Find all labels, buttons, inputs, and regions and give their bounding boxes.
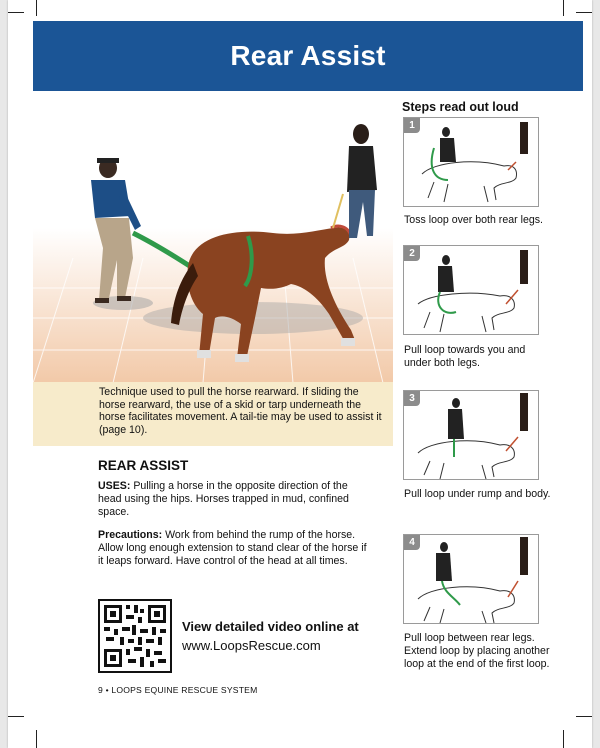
step-caption: Pull loop between rear legs. Extend loop by placing another loop at the end of the first loop. [404,632,550,671]
crop-mark [563,730,564,748]
crop-mark [576,12,592,13]
title-banner [33,21,583,91]
step-caption: Pull loop towards you and under both legs. [404,344,526,370]
page-footer: 9 • LOOPS EQUINE RESCUE SYSTEM [98,685,258,695]
crop-mark [8,12,24,13]
precautions-paragraph [98,529,373,568]
precautions-label: Precautions: [98,529,163,541]
crop-mark [576,716,592,717]
uses-paragraph [98,480,373,519]
qr-code[interactable] [98,599,172,673]
uses-label: USES: [98,480,131,492]
step-number: 3 [404,391,420,406]
step-number: 2 [404,246,420,261]
page [8,0,592,748]
caption-box [33,382,393,446]
step-caption: Pull loop under rump and body. [404,488,551,500]
step-illustration [403,245,539,335]
step-number: 1 [404,118,420,133]
technique-caption: Technique used to pull the horse rearward. If sliding the horse rearward, the use of a skid or tarp underneath the horse facilitates movement. A tail-tie may be used to assist it (page 10). [99,386,382,436]
crop-mark [563,0,564,16]
section-heading: REAR ASSIST [98,458,189,473]
video-callout-heading: View detailed video online at [182,619,359,634]
step-caption: Toss loop over both rear legs. [404,214,543,226]
crop-mark [8,716,24,717]
precautions-text: Work from behind the rump of the horse. Allow long enough extension to stand clear of the horse if it leaps forward. Have control of the head at all times. [98,529,367,567]
uses-text: Pulling a horse in the opposite direction of the head using the hips. Horses trapped in mud, confined space. [98,480,349,518]
hero-illustration [33,118,393,383]
steps-title: Steps read out loud [402,100,519,114]
crop-mark [36,0,37,16]
video-callout [182,619,359,653]
step-number: 4 [404,535,420,550]
crop-mark [36,730,37,748]
page-title: Rear Assist [230,40,386,71]
video-link[interactable]: www.LoopsRescue.com [182,638,321,653]
step-illustration [403,390,539,480]
step-illustration [403,534,539,624]
step-illustration [403,117,539,207]
rescuer-right [333,124,377,238]
